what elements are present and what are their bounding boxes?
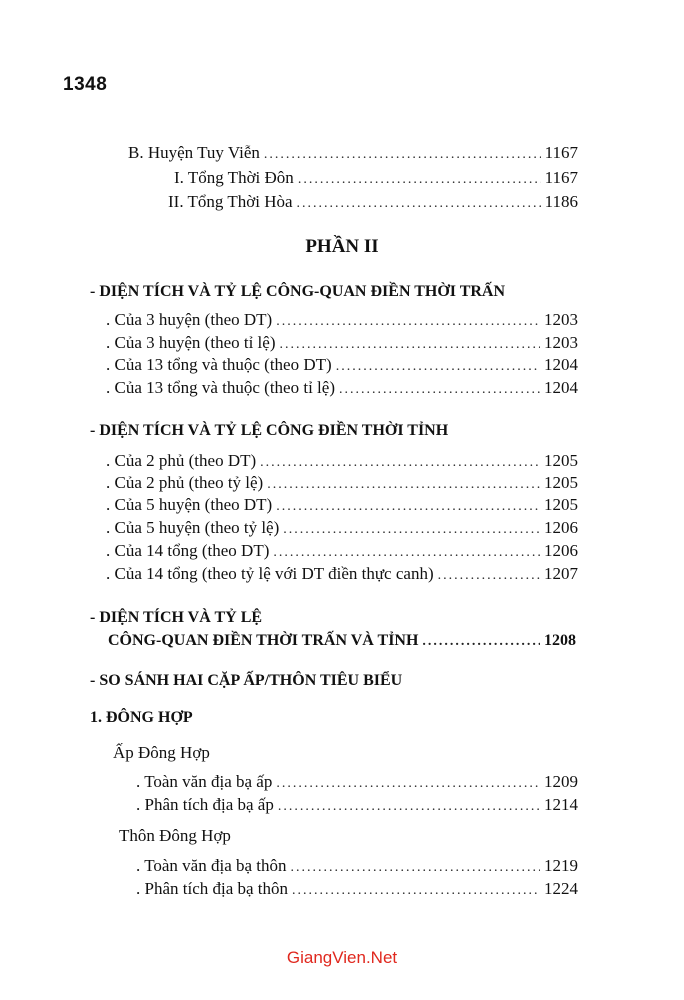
leader-dots: [276, 499, 540, 515]
toc-entry-page: 1206: [544, 518, 578, 537]
toc-entry-page: 1167: [544, 168, 578, 187]
toc-entry: [108, 632, 576, 650]
toc-entry: [136, 772, 578, 792]
toc-entry: [106, 333, 578, 353]
toc-entry-page: 1208: [544, 632, 576, 649]
leader-dots: [339, 382, 540, 398]
group-title: Ấp Đông Hợp: [113, 743, 210, 762]
leader-dots: [264, 147, 541, 163]
section-heading: - DIỆN TÍCH VÀ TỶ LỆ: [90, 609, 263, 626]
toc-entry: [174, 168, 578, 188]
toc-entry: [106, 541, 578, 561]
page-number: 1348: [63, 74, 108, 95]
leader-dots: [280, 337, 541, 353]
toc-entry-label: . Toàn văn địa bạ ấp: [136, 772, 273, 791]
leader-dots: [336, 359, 540, 375]
toc-entry-label: . Của 5 huyện (theo DT): [106, 495, 273, 514]
toc-entry-page: 1207: [544, 564, 578, 583]
toc-entry-label: I. Tổng Thời Đôn: [174, 168, 294, 187]
toc-entry: [128, 143, 578, 163]
toc-entry-label: . Của 5 huyện (theo tỷ lệ): [106, 518, 280, 537]
section-heading: - DIỆN TÍCH VÀ TỶ LỆ CÔNG-QUAN ĐIỀN THỜI TRẤN: [90, 283, 506, 300]
subsection-heading: 1. ĐÔNG HỢP: [90, 709, 193, 726]
toc-entry-label: . Phân tích địa bạ thôn: [136, 879, 289, 898]
toc-entry: [106, 378, 578, 398]
toc-entry: [106, 495, 578, 515]
section-heading: - SO SÁNH HAI CẶP ẤP/THÔN TIÊU BIỂU: [90, 672, 403, 689]
toc-entry: [106, 564, 578, 584]
toc-entry-label: . Của 2 phủ (theo DT): [106, 451, 257, 470]
toc-entry-label: . Của 13 tổng và thuộc (theo DT): [106, 355, 332, 374]
section-heading: - DIỆN TÍCH VÀ TỶ LỆ CÔNG ĐIỀN THỜI TỈNH: [90, 422, 449, 439]
toc-entry-label: . Của 2 phủ (theo tỷ lệ): [106, 473, 264, 492]
toc-entry-label: . Của 14 tổng (theo DT): [106, 541, 270, 560]
toc-entry: [106, 451, 578, 471]
toc-entry-page: 1206: [544, 541, 578, 560]
toc-entry-label: . Của 14 tổng (theo tỷ lệ với DT điền thực canh): [106, 564, 434, 583]
watermark-text: GiangVien.Net: [286, 948, 398, 967]
toc-entry: [136, 879, 578, 899]
leader-dots: [278, 799, 540, 815]
toc-entry: [106, 355, 578, 375]
toc-entry: [168, 192, 578, 212]
group-title: Thôn Đông Hợp: [119, 826, 231, 845]
leader-dots: [260, 455, 540, 471]
leader-dots: [276, 314, 540, 330]
toc-entry-label: . Của 3 huyện (theo tỉ lệ): [106, 333, 276, 352]
toc-entry-page: 1203: [544, 310, 578, 329]
toc-entry-page: 1205: [544, 473, 578, 492]
toc-entry-label: . Phân tích địa bạ ấp: [136, 795, 274, 814]
toc-entry-page: 1209: [544, 772, 578, 791]
toc-entry-label: II. Tổng Thời Hòa: [168, 192, 293, 211]
toc-entry-page: 1205: [544, 451, 578, 470]
part-title: PHẦN II: [305, 236, 379, 257]
leader-dots: [267, 477, 540, 493]
leader-dots: [283, 522, 540, 538]
toc-entry: [136, 856, 578, 876]
toc-entry-page: 1219: [544, 856, 578, 875]
toc-entry-label: . Toàn văn địa bạ thôn: [136, 856, 287, 875]
leader-dots: [297, 196, 541, 212]
leader-dots: [298, 172, 541, 188]
leader-dots: [273, 545, 540, 561]
toc-entry-page: 1203: [544, 333, 578, 352]
leader-dots: [276, 776, 540, 792]
toc-entry-page: 1214: [544, 795, 578, 814]
toc-entry-page: 1205: [544, 495, 578, 514]
toc-entry-label: B. Huyện Tuy Viễn: [128, 143, 260, 162]
leader-dots: [422, 634, 540, 650]
leader-dots: [291, 860, 540, 876]
toc-entry: [136, 795, 578, 815]
toc-entry-page: 1167: [544, 143, 578, 162]
toc-entry-label: . Của 13 tổng và thuộc (theo tỉ lệ): [106, 378, 335, 397]
toc-entry: [106, 310, 578, 330]
toc-entry-page: 1204: [544, 378, 578, 397]
toc-entry-label: CÔNG-QUAN ĐIỀN THỜI TRẤN VÀ TỈNH: [108, 632, 419, 649]
toc-entry-page: 1204: [544, 355, 578, 374]
toc-entry: [106, 518, 578, 538]
toc-entry-label: . Của 3 huyện (theo DT): [106, 310, 273, 329]
toc-entry-page: 1186: [544, 192, 578, 211]
toc-entry-page: 1224: [544, 879, 578, 898]
toc-entry: [106, 473, 578, 493]
leader-dots: [292, 883, 540, 899]
leader-dots: [438, 568, 540, 584]
